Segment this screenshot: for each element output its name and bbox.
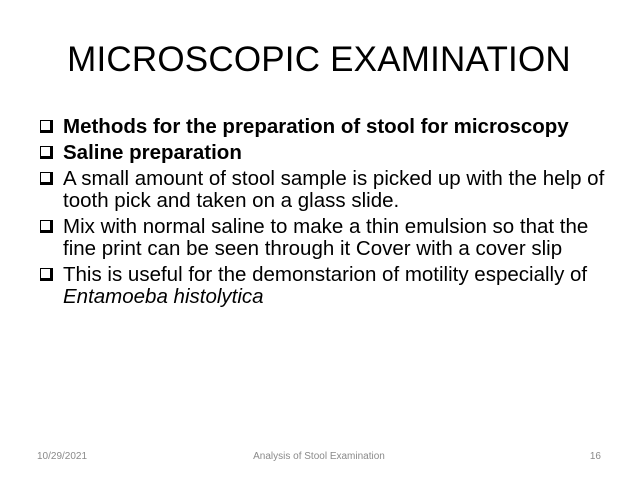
bullet-item	[36, 142, 606, 164]
organism-name: Entamoeba histolytica	[63, 285, 264, 308]
bullet-text: A small amount of stool sample is picked up with the help of tooth pick and taken on a glass slide.	[63, 167, 605, 212]
bullet-list	[36, 116, 606, 312]
slide-title: MICROSCOPIC EXAMINATION	[67, 40, 571, 79]
bullet-item	[36, 216, 606, 260]
hollow-square-bullet-icon	[40, 220, 53, 233]
footer-page-number: 16	[589, 451, 601, 462]
bullet-item	[36, 168, 606, 212]
hollow-square-bullet-icon	[40, 146, 53, 159]
bullet-item	[36, 264, 606, 308]
footer-title: Analysis of Stool Examination	[253, 451, 385, 462]
bullet-text: This is useful for the demonstarion of motility especially of	[63, 263, 588, 286]
bullet-text: Saline preparation	[63, 141, 242, 164]
footer-date: 10/29/2021	[37, 451, 88, 462]
bullet-item	[36, 116, 606, 138]
bullet-text: Methods for the preparation of stool for microscopy	[63, 115, 569, 138]
hollow-square-bullet-icon	[40, 120, 53, 133]
hollow-square-bullet-icon	[40, 268, 53, 281]
bullet-text: Mix with normal saline to make a thin emulsion so that the fine print can be seen through it Cover with a cover slip	[63, 215, 589, 260]
hollow-square-bullet-icon	[40, 172, 53, 185]
